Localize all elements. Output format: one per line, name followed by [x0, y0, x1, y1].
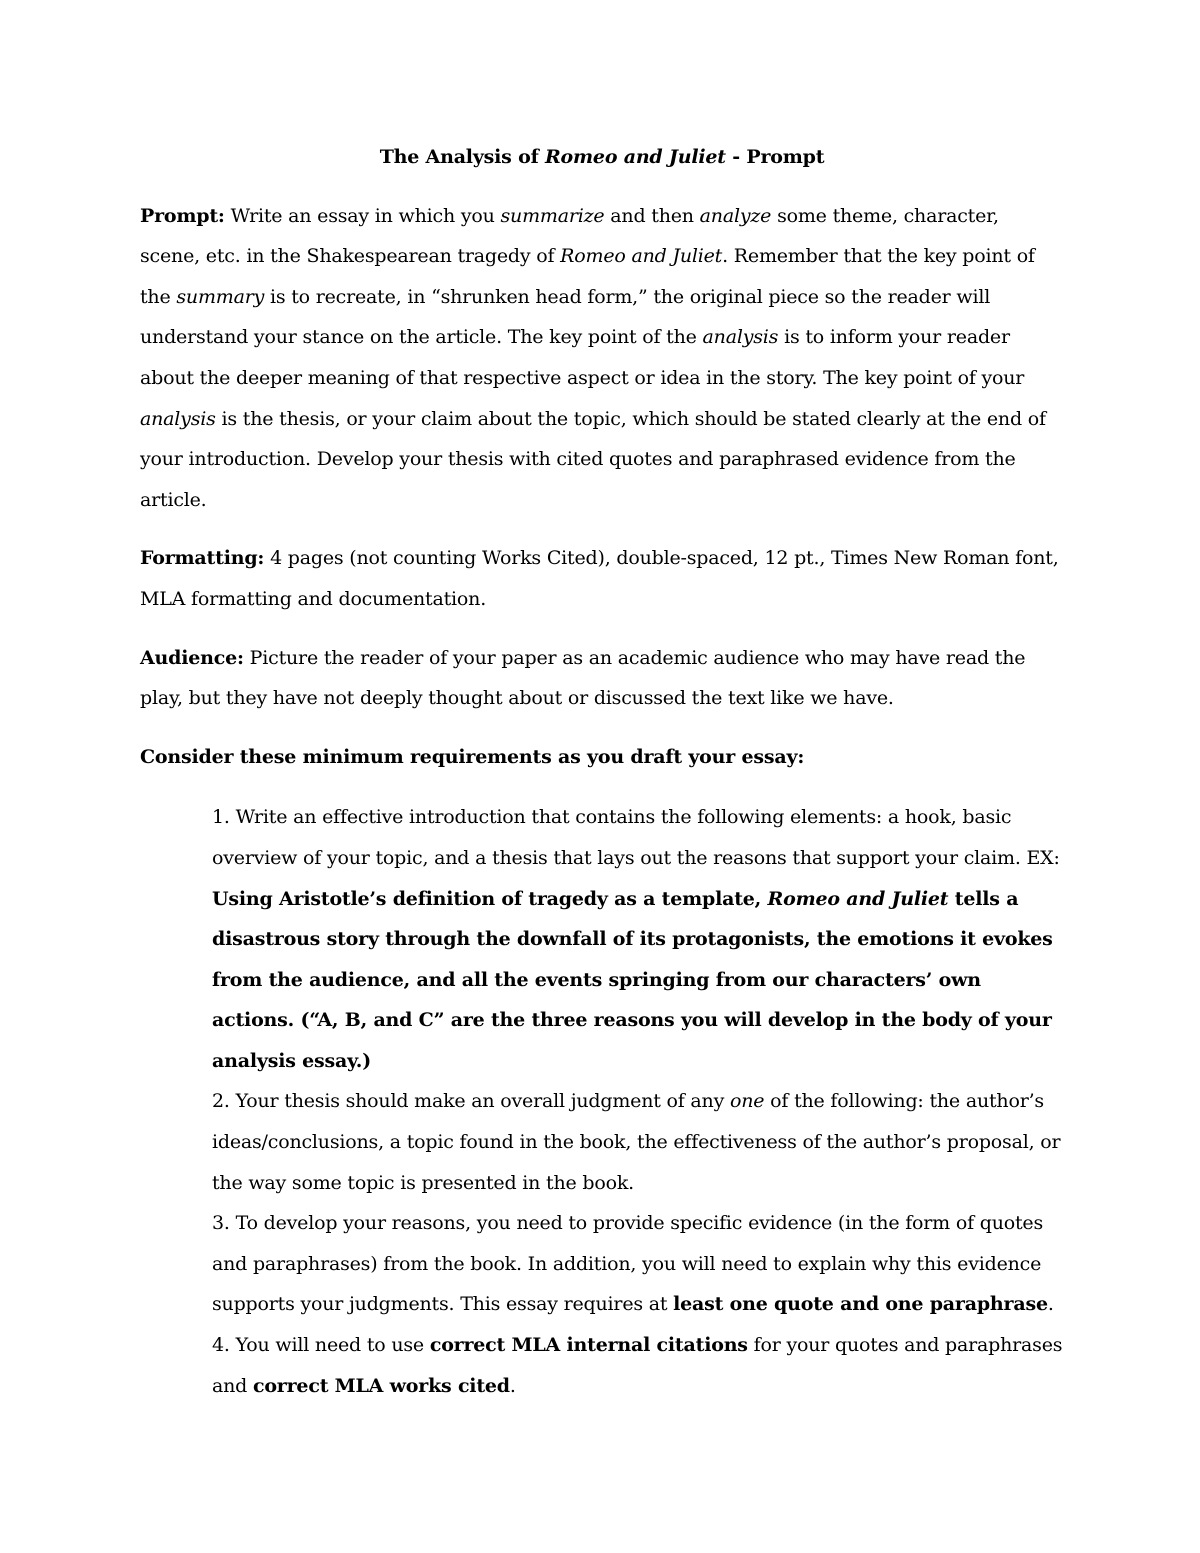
example-work-title: Romeo and Juliet: [767, 887, 949, 910]
requirement-text: 2. Your thesis should make an overall judgment of any: [212, 1090, 730, 1113]
prompt-emphasis: analyze: [699, 204, 772, 227]
example-thesis-text: tells a disastrous story through the downfall of its protagonists, the emotions it evokes from the audience, and all the events springing from our characters’ own actions. (“A, B, and C” are the three reasons you will develop in the body of your analysis essay.): [212, 887, 1053, 1072]
requirement-bold: correct MLA internal citations: [429, 1334, 748, 1357]
prompt-text: is the thesis, or your claim about the topic, which should be stated clearly at the end of your introduction. Develop your thesis with cited quotes and paraphrased evidence from the article.: [140, 407, 1046, 511]
prompt-emphasis: summarize: [500, 204, 605, 227]
requirement-emphasis: one: [729, 1090, 765, 1113]
prompt-label: Prompt:: [140, 204, 225, 227]
prompt-emphasis: analysis: [140, 407, 216, 430]
formatting-text: 4 pages (not counting Works Cited), double-spaced, 12 pt., Times New Roman font, MLA formatting and documentation.: [140, 547, 1059, 610]
audience-paragraph: [140, 638, 1064, 719]
audience-text: Picture the reader of your paper as an academic audience who may have read the play, but they have not deeply thought about or discussed the text like we have.: [140, 646, 1026, 710]
requirement-text: .: [1047, 1293, 1054, 1316]
prompt-text: is to inform your reader about the deeper meaning of that respective aspect or idea in the story. The key point of your: [140, 326, 1025, 389]
prompt-paragraph: [140, 196, 1064, 521]
audience-label: Audience:: [140, 646, 244, 669]
requirement-text: 3. To develop your reasons, you need to provide specific evidence (in the form of quotes and paraphrases) from the book. In addition, you will need to explain why this evidence supports your judgments. This essay requires at: [212, 1212, 1044, 1316]
title-prefix: The Analysis of: [379, 146, 545, 168]
prompt-text: Write an essay in which you: [224, 204, 501, 227]
prompt-text: some theme, character, scene, etc. in the Shakespearean tragedy of: [140, 204, 999, 268]
prompt-text: and then: [604, 204, 700, 227]
requirement-text: of the following: the author’s ideas/conclusions, a topic found in the book, the effectiveness of the author’s proposal, or the way some topic is presented in the book.: [212, 1090, 1061, 1194]
document-body: [140, 137, 1064, 1406]
title-work: Romeo and Juliet: [544, 146, 726, 168]
requirement-item-2: [212, 1081, 1064, 1203]
example-thesis-text: Using Aristotle’s definition of tragedy as a template,: [212, 887, 768, 910]
requirement-text: 1. Write an effective introduction that contains the following elements: a hook, basic overview of your topic, and a thesis that lays out the reasons that support your claim. EX:: [212, 806, 1060, 869]
requirement-item-3: [212, 1203, 1064, 1325]
formatting-label: Formatting:: [140, 547, 265, 570]
prompt-text: . Remember that the key point of the: [140, 245, 1035, 308]
prompt-emphasis: analysis: [702, 326, 779, 349]
prompt-emphasis: summary: [176, 285, 265, 308]
prompt-work-title: Romeo and Juliet: [560, 245, 723, 268]
requirement-text: .: [509, 1374, 516, 1397]
requirements-heading: Consider these minimum requirements as you draft your essay:: [140, 745, 805, 768]
requirement-item-4: [212, 1325, 1064, 1406]
requirement-text: 4. You will need to use: [212, 1334, 430, 1357]
formatting-paragraph: [140, 538, 1064, 619]
requirement-bold: least one quote and one paraphrase: [673, 1293, 1048, 1316]
requirements-list: [140, 797, 1064, 1406]
requirement-bold: correct MLA works cited: [252, 1374, 510, 1397]
requirement-text: for your quotes and paraphrases and: [212, 1334, 1063, 1397]
example-thesis: [212, 888, 1053, 1072]
document-title: [140, 137, 1064, 178]
requirement-item-1: [212, 797, 1064, 1081]
prompt-text: is to recreate, in “shrunken head form,” the original piece so the reader will understand your stance on the article. The key point of the: [140, 285, 991, 349]
title-suffix: - Prompt: [725, 146, 825, 168]
